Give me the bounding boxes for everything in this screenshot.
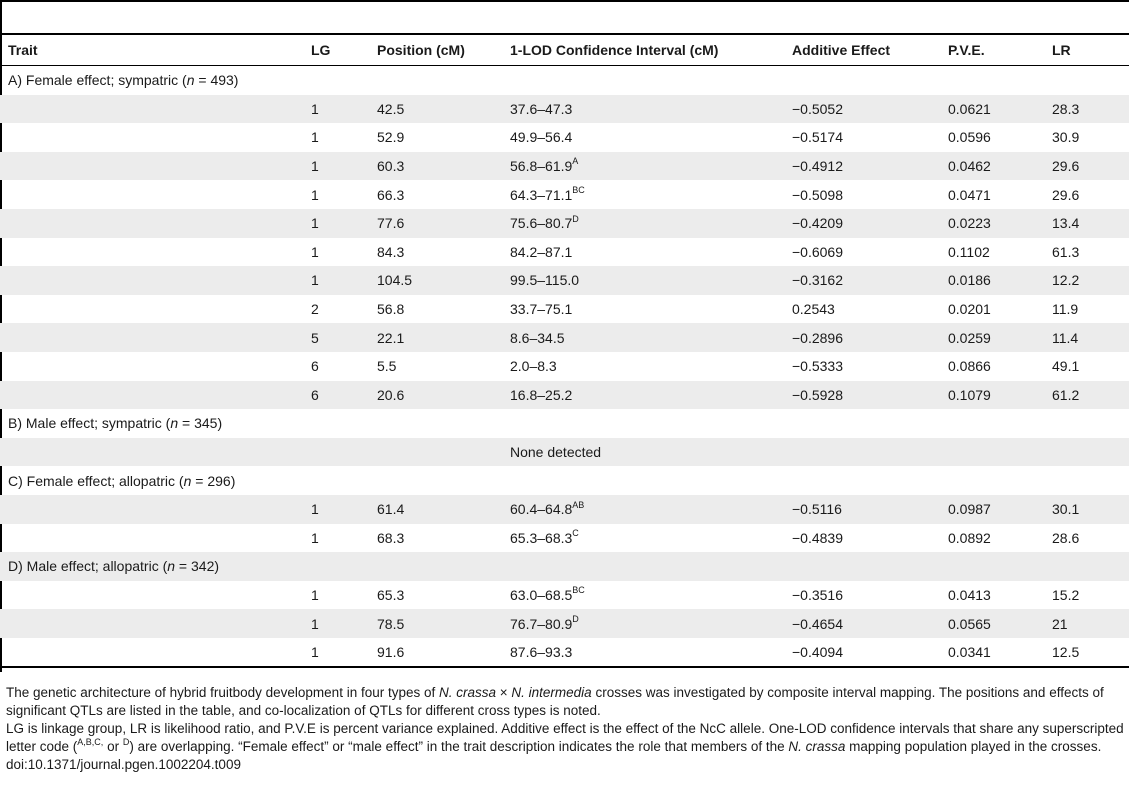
position-cell: 66.3 [377,186,405,203]
confidence-interval-cell [502,638,784,668]
additive-effect-cell: −0.5098 [792,186,843,203]
lg-cell: 1 [311,529,319,546]
ci-value: 64.3–71.1 [510,186,573,203]
pve-cell: 0.0462 [940,152,1044,181]
trait-cell [0,180,303,209]
none-detected-text: None detected [502,438,1129,467]
pve-cell: 0.0201 [948,301,991,318]
pve-cell: 0.0471 [948,186,991,203]
trait-cell [0,266,303,295]
ci-value: 49.9–56.4 [510,129,573,146]
header-pve: P.V.E. [940,35,1044,66]
lr-cell: 11.9 [1052,301,1079,318]
lr-cell: 30.1 [1044,495,1129,524]
section-label: C) Female effect; allopatric (n = 296) [8,472,236,489]
confidence-interval-cell [502,295,784,324]
ci-value: 37.6–47.3 [510,100,573,117]
table-row [0,495,1129,524]
ci-letter-code: BC [572,185,585,196]
position-cell: 68.3 [377,529,405,546]
table-row [0,95,1129,124]
trait-cell [0,238,303,267]
additive-effect-cell: −0.5052 [784,95,940,124]
pve-cell: 0.0596 [948,129,991,146]
confidence-interval-cell [502,381,784,410]
ci-letter-code: BC [572,585,585,596]
empty-cell [369,438,502,467]
pve-cell: 0.0186 [940,266,1044,295]
empty-cell [303,438,369,467]
confidence-interval-cell [502,180,784,209]
position-cell: 20.6 [369,381,502,410]
ci-letter-code: D [572,613,579,624]
confidence-interval-cell [502,495,784,524]
ci-value: 2.0–8.3 [510,358,557,375]
top-rule [0,0,1129,2]
pve-cell: 0.0987 [940,495,1044,524]
table-row [0,152,1129,181]
lr-cell: 12.5 [1044,638,1129,668]
lr-cell: 29.6 [1052,186,1080,203]
footnote-paragraph-2: LG is linkage group, LR is likelihood ratio, and P.V.E is percent variance explained. Additive effect is the effect of the NcC allele. One-LOD confidence intervals that share any superscripted letter code ($^{A,B,C,}$ or $^D$) are overlapping. “Female effect” or “male effect” in the trait description indicates the role that members of the N. crassa mapping population played in the crosses. [6,721,1124,754]
ci-letter-code: A [572,156,579,167]
lg-cell: 6 [311,358,319,375]
lr-cell: 30.9 [1052,129,1080,146]
pve-cell: 0.0866 [948,358,991,375]
trait-cell [0,609,303,638]
empty-cell [0,438,303,467]
lg-cell: 1 [303,209,369,238]
table-row [0,638,1129,668]
position-cell: 42.5 [369,95,502,124]
section-label: D) Male effect; allopatric (n = 342) [0,552,1129,581]
additive-effect-cell: −0.5928 [784,381,940,410]
lg-cell: 1 [303,638,369,668]
section-row [0,552,1129,581]
confidence-interval-cell [502,524,784,553]
additive-effect-cell: −0.3516 [792,586,843,603]
header-lr: LR [1044,35,1129,66]
position-cell: 61.4 [369,495,502,524]
additive-effect-cell: −0.3162 [784,266,940,295]
pve-cell: 0.0259 [940,323,1044,352]
ci-value: 33.7–75.1 [510,301,573,318]
position-cell: 52.9 [377,129,405,146]
lr-cell: 28.3 [1044,95,1129,124]
section-row [0,409,1129,438]
lg-cell: 1 [303,495,369,524]
lr-cell: 49.1 [1052,358,1080,375]
additive-effect-cell: −0.4654 [784,609,940,638]
additive-effect-cell: −0.4839 [792,529,843,546]
table-row [0,209,1129,238]
table-footnote [6,684,1124,774]
table-row [0,524,1129,553]
ci-value: 56.8–61.9 [510,158,573,175]
trait-cell [0,524,303,553]
header-lg: LG [303,35,369,66]
ci-value: 60.4–64.8 [510,501,573,518]
table-row [0,581,1129,610]
table-row [0,266,1129,295]
lr-cell: 15.2 [1052,586,1080,603]
pve-cell: 0.0565 [940,609,1044,638]
additive-effect-cell: −0.5174 [792,129,843,146]
lr-cell: 29.6 [1044,152,1129,181]
additive-effect-cell: −0.6069 [792,243,843,260]
table-row [0,180,1129,209]
confidence-interval-cell [502,609,784,638]
trait-cell [0,209,303,238]
section-label: B) Male effect; sympatric (n = 345) [8,415,223,432]
trait-cell [0,581,303,610]
lg-cell: 1 [303,266,369,295]
pve-cell: 0.0621 [940,95,1044,124]
table-row [0,295,1129,324]
position-cell: 65.3 [377,586,405,603]
table-row [0,238,1129,267]
ci-letter-code: AB [572,499,585,510]
header-position: Position (cM) [369,35,502,66]
pve-cell: 0.0341 [940,638,1044,668]
lg-cell: 1 [303,609,369,638]
lg-cell: 1 [303,95,369,124]
additive-effect-cell: 0.2543 [792,301,835,318]
position-cell: 78.5 [369,609,502,638]
lr-cell: 12.2 [1044,266,1129,295]
header-trait: Trait [0,35,303,66]
position-cell: 60.3 [369,152,502,181]
section-row [0,66,1129,95]
additive-effect-cell: −0.5116 [784,495,940,524]
lg-cell: 1 [311,243,319,260]
trait-cell [0,323,303,352]
confidence-interval-cell [502,266,784,295]
section-label: A) Female effect; sympatric (n = 493) [8,72,239,89]
ci-value: 16.8–25.2 [510,386,573,403]
confidence-interval-cell [502,95,784,124]
confidence-interval-cell [502,123,784,152]
position-cell: 91.6 [369,638,502,668]
lr-cell: 11.4 [1044,323,1129,352]
header-confidence-interval: 1-LOD Confidence Interval (cM) [502,35,784,66]
qtl-table [0,35,1129,668]
ci-value: 84.2–87.1 [510,243,573,260]
trait-cell [0,295,303,324]
lg-cell: 1 [311,186,319,203]
pve-cell: 0.1102 [948,243,990,260]
trait-cell [0,95,303,124]
ci-value: 75.6–80.7 [510,215,573,232]
trait-cell [0,152,303,181]
lg-cell: 2 [311,301,319,318]
section-row [0,466,1129,495]
pve-cell: 0.0413 [948,586,991,603]
additive-effect-cell: −0.4209 [784,209,940,238]
position-cell: 77.6 [369,209,502,238]
lr-cell: 13.4 [1044,209,1129,238]
lr-cell: 21 [1044,609,1129,638]
header-additive-effect: Additive Effect [784,35,940,66]
pve-cell: 0.0223 [940,209,1044,238]
trait-cell [0,352,303,381]
trait-cell [0,123,303,152]
pve-cell: 0.0892 [948,529,991,546]
additive-effect-cell: −0.4094 [784,638,940,668]
footnote-paragraph-1: The genetic architecture of hybrid fruitbody development in four types of N. crassa × N. intermedia crosses was investigated by composite interval mapping. The positions and effects of significant QTLs are listed in the table, and co-localization of QTLs for different cross types is noted. [6,685,1104,718]
none-detected-row [0,438,1129,467]
table-row [0,352,1129,381]
lr-cell: 28.6 [1052,529,1080,546]
confidence-interval-cell [502,238,784,267]
ci-value: 63.0–68.5 [510,586,573,603]
position-cell: 56.8 [377,301,405,318]
lg-cell: 5 [303,323,369,352]
table-row [0,323,1129,352]
trait-cell [0,638,303,668]
confidence-interval-cell [502,581,784,610]
additive-effect-cell: −0.4912 [784,152,940,181]
position-cell: 22.1 [369,323,502,352]
header-row [0,35,1129,66]
lg-cell: 6 [303,381,369,410]
trait-cell [0,495,303,524]
additive-effect-cell: −0.5333 [792,358,843,375]
confidence-interval-cell [502,152,784,181]
ci-letter-code: C [572,528,579,539]
lg-cell: 1 [311,586,319,603]
ci-letter-code: D [572,213,579,224]
table-row [0,381,1129,410]
confidence-interval-cell [502,209,784,238]
table-row [0,123,1129,152]
position-cell: 104.5 [369,266,502,295]
table-row [0,609,1129,638]
doi-line: doi:10.1371/journal.pgen.1002204.t009 [6,757,241,772]
lg-cell: 1 [303,152,369,181]
confidence-interval-cell [502,323,784,352]
ci-value: 65.3–68.3 [510,529,573,546]
lr-cell: 61.2 [1044,381,1129,410]
confidence-interval-cell [502,352,784,381]
additive-effect-cell: −0.2896 [784,323,940,352]
pve-cell: 0.1079 [940,381,1044,410]
ci-value: 8.6–34.5 [510,329,565,346]
lr-cell: 61.3 [1052,243,1080,260]
position-cell: 84.3 [377,243,405,260]
table-body [0,66,1129,668]
ci-value: 99.5–115.0 [510,272,580,289]
ci-value: 87.6–93.3 [510,644,573,661]
position-cell: 5.5 [377,358,397,375]
trait-cell [0,381,303,410]
ci-value: 76.7–80.9 [510,615,573,632]
lg-cell: 1 [311,129,319,146]
